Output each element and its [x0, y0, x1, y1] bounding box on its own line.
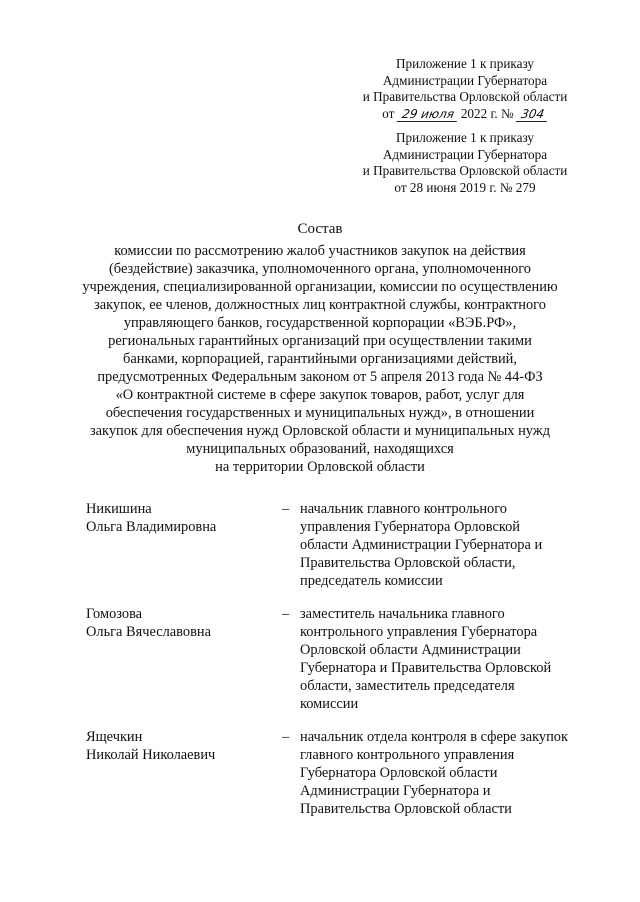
role-line: Орловской области Администрации — [300, 642, 521, 658]
role-line: Правительства Орловской области, — [300, 555, 516, 571]
role-line: главного контрольного управления — [300, 747, 515, 763]
member-surname: Никишина — [86, 501, 152, 517]
member-name — [86, 500, 266, 536]
member-given-names: Николай Николаевич — [86, 747, 216, 763]
title-line: муниципальных образований, находящихся — [186, 441, 454, 457]
member-dash: – — [282, 729, 290, 745]
role-line: управления Губернатора Орловской — [300, 519, 520, 535]
role-line: начальник отдела контроля в сфере закупок — [300, 729, 568, 745]
member-name — [86, 605, 266, 641]
role-line: Губернатора Орловской области — [300, 765, 498, 781]
title-line: управляющего банков, государственной корпорации «ВЭБ.РФ», — [123, 315, 517, 331]
title-line: предусмотренных Федеральным законом от 5 апреля 2013 года № 44-ФЗ — [97, 369, 543, 385]
role-line: заместитель начальника главного — [300, 606, 505, 622]
appendix-current-date-line — [330, 106, 600, 123]
appendix-previous-line2: Администрации Губернатора — [382, 146, 548, 162]
date-prefix: от — [382, 105, 395, 121]
role-line: области Администрации Губернатора и — [300, 537, 543, 553]
member-entry — [86, 500, 606, 605]
title-line: закупок для обеспечения нужд Орловской области и муниципальных нужд — [89, 423, 551, 439]
appendix-current-line1: Приложение 1 к приказу — [396, 56, 534, 71]
appendix-previous-line3: и Правительства Орловской области — [362, 163, 568, 178]
role-line: области, заместитель председателя — [300, 678, 515, 694]
appendix-current-line3: и Правительства Орловской области — [362, 89, 568, 104]
handwritten-date: 29 июля — [396, 108, 458, 122]
appendix-previous-line4: от 28 июня 2019 г. № 279 — [394, 179, 536, 195]
title-line: «О контрактной системе в сфере закупок товаров, работ, услуг для — [115, 387, 525, 403]
member-surname: Ящечкин — [86, 729, 143, 745]
title-line: обеспечения государственных и муниципальных нужд», в отношении — [105, 405, 535, 421]
year-suffix: 2022 г. № — [460, 105, 514, 121]
role-line: комиссии — [300, 696, 359, 712]
commission-members — [86, 500, 606, 838]
member-given-names: Ольга Вячеславовна — [86, 624, 211, 640]
role-line: Губернатора и Правительства Орловской — [300, 660, 552, 676]
role-line: Администрации Губернатора и — [300, 783, 491, 799]
member-role — [300, 500, 590, 590]
role-line: начальник главного контрольного — [300, 501, 507, 517]
member-role — [300, 728, 590, 818]
member-surname: Гомозова — [86, 606, 143, 622]
title-line: комиссии по рассмотрению жалоб участников закупок на действия — [114, 243, 526, 259]
member-given-names: Ольга Владимировна — [86, 519, 217, 535]
appendix-previous-line1: Приложение 1 к приказу — [396, 130, 534, 145]
appendix-current-line2: Администрации Губернатора — [382, 72, 548, 88]
member-name — [86, 728, 266, 764]
role-line: контрольного управления Губернатора — [300, 624, 538, 640]
member-role — [300, 605, 590, 713]
title-line: на территории Орловской области — [215, 459, 425, 475]
handwritten-number: 304 — [516, 108, 549, 122]
title-line: банками, корпорацией, гарантийными организациями действий, — [123, 351, 517, 367]
title-line: закупок, ее членов, должностных лиц контрактной службы, контрактного — [94, 297, 546, 313]
title-line: региональных гарантийных организаций при осуществлении такими — [108, 333, 532, 349]
appendix-previous — [330, 130, 600, 196]
member-entry — [86, 728, 606, 838]
title-line: учреждения, специализированной организации, комиссии по осуществлению — [82, 279, 558, 295]
member-entry — [86, 605, 606, 728]
member-dash: – — [282, 606, 290, 622]
appendix-current — [330, 56, 600, 122]
member-dash: – — [282, 501, 290, 517]
document-title — [60, 220, 580, 476]
title-line: (бездействие) заказчика, уполномоченного органа, уполномоченного — [109, 261, 531, 277]
title-heading: Состав — [297, 221, 343, 237]
role-line: председатель комиссии — [300, 573, 443, 589]
role-line: Правительства Орловской области — [300, 801, 512, 817]
